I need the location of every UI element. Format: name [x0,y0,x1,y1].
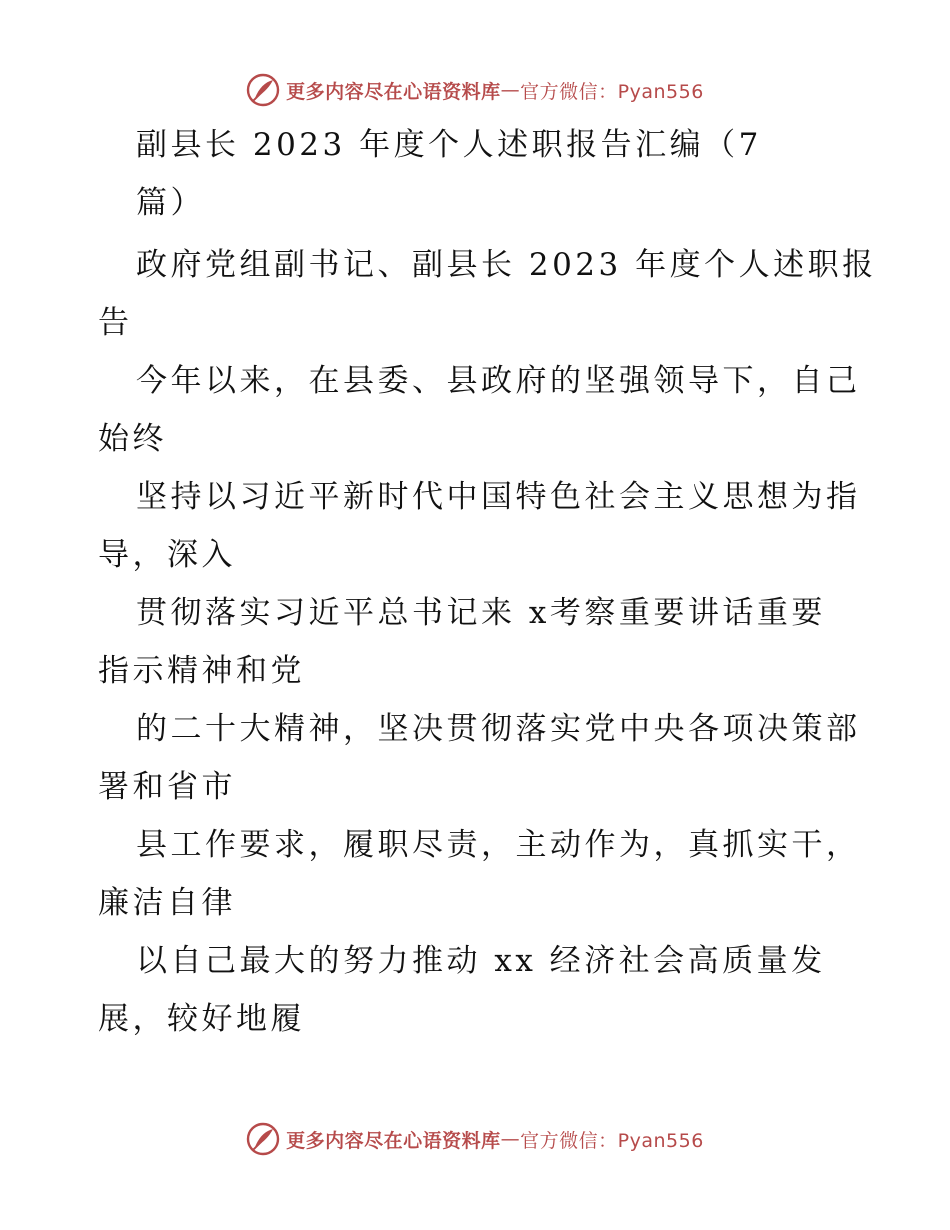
feather-quill-icon [246,1122,280,1156]
watermark-label: 更多内容尽在心语资料库 [286,80,501,103]
watermark-wechat: 官方微信：Pyan556 [520,1129,704,1152]
paragraph-line: 廉洁自律 [98,885,236,921]
paragraph-line: 今年以来，在县委、县政府的坚强领导下，自己 [136,363,861,399]
title-line-1: 副县长 2023 年度个人述职报告汇编（7 [136,127,762,163]
paragraph-line: 的二十大精神，坚决贯彻落实党中央各项决策部 [136,711,861,747]
feather-quill-icon [246,73,280,107]
subtitle-line-1: 政府党组副书记、副县长 2023 年度个人述职报 [136,247,877,283]
watermark-label: 更多内容尽在心语资料库 [286,1129,501,1152]
document-body [0,122,950,1052]
watermark-separator: — [500,1128,521,1150]
paragraph-line: 县工作要求，履职尽责，主动作为，真抓实干， [136,827,861,863]
watermark-wechat: 官方微信：Pyan556 [520,80,704,103]
paragraph-line: 以自己最大的努力推动 xx 经济社会高质量发 [136,943,826,979]
subtitle-line-2: 告 [98,305,133,341]
paragraph-line: 坚持以习近平新时代中国特色社会主义思想为指 [136,479,861,515]
paragraph-line: 始终 [98,421,167,457]
paragraph-line: 导，深入 [98,537,236,573]
watermark-separator: — [500,79,521,101]
paragraph-line: 贯彻落实习近平总书记来 x考察重要讲话重要 [136,595,826,631]
title-line-2: 篇） [136,185,205,221]
paragraph-line: 指示精神和党 [98,653,305,689]
paragraph-line: 署和省市 [98,769,236,805]
paragraph-line: 展，较好地履 [98,1001,305,1037]
header-watermark [0,70,950,110]
footer-watermark [0,1119,950,1159]
